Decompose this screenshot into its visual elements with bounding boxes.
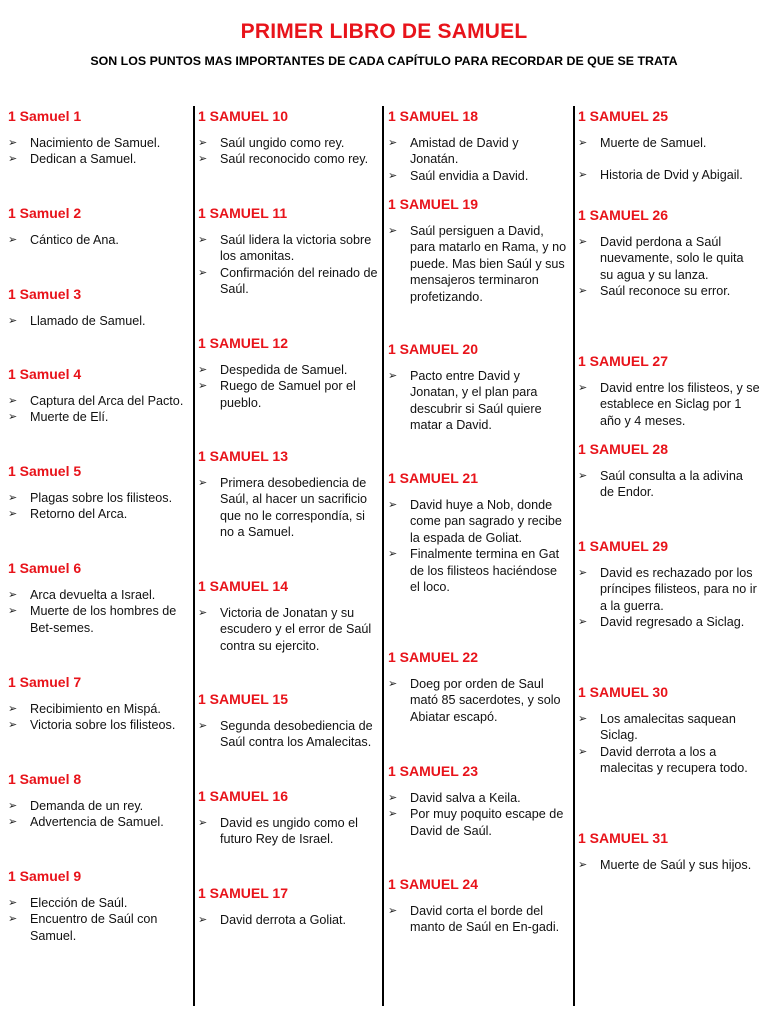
chapter-point-text: Victoria sobre los filisteos. bbox=[30, 718, 176, 733]
chapter-points-list bbox=[8, 135, 188, 168]
arrow-bullet-icon: ➢ bbox=[578, 859, 588, 871]
arrow-bullet-icon: ➢ bbox=[8, 719, 18, 732]
chapter-point-text: Elección de Saúl. bbox=[30, 896, 128, 910]
chapter-points-list bbox=[198, 912, 378, 928]
chapter-heading: 1 Samuel 2 bbox=[8, 205, 82, 221]
arrow-bullet-icon: ➢ bbox=[578, 169, 588, 182]
chapter-point bbox=[578, 283, 760, 299]
chapter-point bbox=[8, 490, 188, 506]
arrow-bullet-icon: ➢ bbox=[8, 153, 18, 166]
chapter-point-text: Llamado de Samuel. bbox=[30, 314, 146, 328]
chapter-heading: 1 SAMUEL 24 bbox=[388, 876, 478, 892]
chapter-point-text: Advertencia de Samuel. bbox=[30, 815, 164, 830]
chapter-point-text: David es rechazado por los príncipes filisteos, para no ir a la guerra. bbox=[600, 566, 757, 613]
chapter-point-text: Doeg por orden de Saul mató 85 sacerdotes, y solo Abiatar escapó. bbox=[410, 677, 561, 724]
chapter-point-text: Ruego de Samuel por el pueblo. bbox=[220, 379, 356, 410]
chapter-heading: 1 SAMUEL 16 bbox=[198, 788, 288, 804]
chapter-point bbox=[578, 614, 760, 630]
chapter-point bbox=[8, 313, 188, 329]
chapter-heading: 1 SAMUEL 18 bbox=[388, 108, 478, 124]
chapter-points-list bbox=[198, 135, 378, 168]
chapter-heading: 1 SAMUEL 25 bbox=[578, 108, 668, 124]
chapter-point-text: Cántico de Ana. bbox=[30, 233, 119, 247]
arrow-bullet-icon: ➢ bbox=[578, 567, 588, 579]
arrow-bullet-icon: ➢ bbox=[198, 817, 208, 829]
chapter-point-text: Nacimiento de Samuel. bbox=[30, 136, 161, 150]
chapter-point-text: David derrota a Goliat. bbox=[220, 913, 346, 927]
chapter-heading: 1 SAMUEL 29 bbox=[578, 538, 668, 554]
chapter-point-text: Muerte de Saúl y sus hijos. bbox=[600, 858, 752, 872]
chapter-point-text: Muerte de los hombres de Bet-semes. bbox=[30, 604, 177, 635]
chapter-points-list bbox=[198, 815, 378, 848]
chapter-points-list bbox=[388, 135, 568, 184]
chapter-points-list bbox=[8, 798, 188, 831]
chapter-point bbox=[578, 857, 760, 873]
arrow-bullet-icon: ➢ bbox=[8, 703, 18, 715]
chapter-point-text: David perdona a Saúl nuevamente, solo le quita su agua y su lanza. bbox=[600, 235, 744, 282]
column-divider bbox=[193, 106, 195, 1006]
chapter-point-text: Saúl envidia a David. bbox=[410, 168, 529, 183]
chapter-point bbox=[578, 468, 760, 501]
chapter-heading: 1 SAMUEL 14 bbox=[198, 578, 288, 594]
chapter-point-text: David huye a Nob, donde come pan sagrado y recibe la espada de Goliat. bbox=[410, 498, 562, 545]
chapter-point bbox=[8, 135, 188, 151]
chapter-heading: 1 SAMUEL 15 bbox=[198, 691, 288, 707]
arrow-bullet-icon: ➢ bbox=[578, 236, 588, 248]
chapter-point-text: Despedida de Samuel. bbox=[220, 363, 348, 377]
chapter-heading: 1 SAMUEL 10 bbox=[198, 108, 288, 124]
chapter-point bbox=[578, 565, 760, 614]
chapter-points-list bbox=[198, 718, 378, 751]
chapter-point-text: Saúl ungido como rey. bbox=[220, 136, 345, 150]
arrow-bullet-icon: ➢ bbox=[8, 234, 18, 246]
chapter-point bbox=[388, 497, 568, 546]
arrow-bullet-icon: ➢ bbox=[388, 792, 398, 804]
column-divider bbox=[382, 106, 384, 1006]
arrow-bullet-icon: ➢ bbox=[198, 153, 208, 166]
chapter-point bbox=[388, 903, 568, 936]
arrow-bullet-icon: ➢ bbox=[578, 745, 588, 758]
chapter-points-list bbox=[8, 701, 188, 734]
arrow-bullet-icon: ➢ bbox=[198, 364, 208, 376]
chapter-point bbox=[578, 234, 760, 283]
chapter-point bbox=[8, 232, 188, 248]
chapter-points-list bbox=[8, 393, 188, 426]
chapter-heading: 1 SAMUEL 13 bbox=[198, 448, 288, 464]
chapter-heading: 1 Samuel 7 bbox=[8, 674, 82, 690]
chapter-heading: 1 Samuel 8 bbox=[8, 771, 82, 787]
chapter-points-list bbox=[388, 223, 568, 305]
chapter-point-text: Dedican a Samuel. bbox=[30, 152, 137, 167]
arrow-bullet-icon: ➢ bbox=[388, 137, 398, 149]
chapter-point bbox=[198, 815, 378, 848]
chapter-point bbox=[578, 711, 760, 744]
chapter-points-list bbox=[578, 135, 760, 184]
chapter-point bbox=[8, 895, 188, 911]
arrow-bullet-icon: ➢ bbox=[578, 470, 588, 482]
chapter-points-list bbox=[8, 490, 188, 523]
chapter-points-list bbox=[578, 468, 760, 501]
chapter-point bbox=[8, 603, 188, 636]
arrow-bullet-icon: ➢ bbox=[8, 137, 18, 149]
chapter-point-text: Amistad de David y Jonatán. bbox=[410, 136, 519, 167]
chapter-heading: 1 SAMUEL 21 bbox=[388, 470, 478, 486]
chapter-point-text: Recibimiento en Mispá. bbox=[30, 702, 161, 716]
chapter-points-list bbox=[8, 587, 188, 636]
chapter-point-text: David salva a Keila. bbox=[410, 791, 521, 805]
chapter-point bbox=[8, 814, 188, 830]
arrow-bullet-icon: ➢ bbox=[388, 548, 398, 561]
arrow-bullet-icon: ➢ bbox=[198, 914, 208, 926]
chapter-point bbox=[198, 912, 378, 928]
chapter-heading: 1 SAMUEL 12 bbox=[198, 335, 288, 351]
chapter-point-text: David corta el borde del manto de Saúl en En-gadi. bbox=[410, 904, 560, 935]
chapter-heading: 1 Samuel 5 bbox=[8, 463, 82, 479]
arrow-bullet-icon: ➢ bbox=[578, 285, 588, 298]
arrow-bullet-icon: ➢ bbox=[198, 266, 208, 279]
chapter-point-text: Muerte de Elí. bbox=[30, 410, 109, 425]
column-divider bbox=[573, 106, 575, 1006]
chapter-point bbox=[8, 151, 188, 167]
chapter-point bbox=[8, 506, 188, 522]
chapter-point-text: Segunda desobediencia de Saúl contra los Amalecitas. bbox=[220, 719, 373, 750]
chapter-point bbox=[388, 790, 568, 806]
chapter-point-text: David entre los filisteos, y se establece en Siclag por 1 año y 4 meses. bbox=[600, 381, 760, 428]
arrow-bullet-icon: ➢ bbox=[388, 905, 398, 917]
chapter-point-text: Encuentro de Saúl con Samuel. bbox=[30, 912, 158, 943]
chapter-point bbox=[578, 380, 760, 429]
chapter-point bbox=[8, 701, 188, 717]
arrow-bullet-icon: ➢ bbox=[388, 370, 398, 382]
chapter-point bbox=[388, 135, 568, 168]
chapter-point bbox=[578, 744, 760, 777]
chapter-points-list bbox=[198, 232, 378, 298]
arrow-bullet-icon: ➢ bbox=[8, 492, 18, 504]
chapter-heading: 1 SAMUEL 17 bbox=[198, 885, 288, 901]
chapter-point bbox=[578, 167, 760, 183]
chapter-points-list bbox=[388, 497, 568, 595]
chapter-points-list bbox=[8, 232, 188, 248]
arrow-bullet-icon: ➢ bbox=[8, 395, 18, 407]
arrow-bullet-icon: ➢ bbox=[388, 225, 398, 237]
arrow-bullet-icon: ➢ bbox=[578, 713, 588, 725]
chapter-heading: 1 Samuel 3 bbox=[8, 286, 82, 302]
chapter-point bbox=[388, 168, 568, 184]
chapter-point-text: David derrota a los a malecitas y recupera todo. bbox=[600, 744, 748, 776]
chapter-point-text: Confirmación del reinado de Saúl. bbox=[220, 265, 378, 297]
chapter-heading: 1 SAMUEL 11 bbox=[198, 205, 288, 221]
chapter-heading: 1 SAMUEL 20 bbox=[388, 341, 478, 357]
chapter-point bbox=[8, 911, 188, 944]
chapter-points-list bbox=[578, 565, 760, 631]
chapter-point bbox=[8, 798, 188, 814]
chapter-point bbox=[198, 718, 378, 751]
arrow-bullet-icon: ➢ bbox=[388, 499, 398, 511]
arrow-bullet-icon: ➢ bbox=[8, 800, 18, 812]
arrow-bullet-icon: ➢ bbox=[578, 616, 588, 629]
chapter-point-text: Demanda de un rey. bbox=[30, 799, 144, 813]
arrow-bullet-icon: ➢ bbox=[8, 605, 18, 618]
chapter-points-list bbox=[198, 475, 378, 541]
chapter-heading: 1 SAMUEL 23 bbox=[388, 763, 478, 779]
page-title: PRIMER LIBRO DE SAMUEL bbox=[240, 20, 528, 43]
chapter-point bbox=[198, 232, 378, 265]
chapter-point-text: David es ungido como el futuro Rey de Israel. bbox=[220, 816, 358, 847]
arrow-bullet-icon: ➢ bbox=[198, 477, 208, 489]
chapter-point bbox=[198, 378, 378, 411]
arrow-bullet-icon: ➢ bbox=[388, 808, 398, 821]
chapter-points-list bbox=[388, 903, 568, 936]
chapter-point bbox=[388, 223, 568, 305]
arrow-bullet-icon: ➢ bbox=[578, 382, 588, 394]
chapter-point bbox=[198, 151, 378, 167]
chapter-heading: 1 SAMUEL 26 bbox=[578, 207, 668, 223]
chapter-points-list bbox=[388, 676, 568, 725]
chapter-point-text: Saúl persiguen a David, para matarlo en Rama, y no puede. Mas bien Saúl y sus mensajeros terminaron profetizando. bbox=[410, 224, 567, 304]
arrow-bullet-icon: ➢ bbox=[8, 508, 18, 521]
chapter-point-text: Saúl reconoce su error. bbox=[600, 284, 731, 299]
chapter-points-list bbox=[8, 895, 188, 944]
chapter-point-text: Saúl reconocido como rey. bbox=[220, 152, 369, 167]
chapter-point bbox=[388, 806, 568, 839]
chapter-points-list bbox=[388, 368, 568, 434]
chapter-point-text: Plagas sobre los filisteos. bbox=[30, 491, 173, 505]
chapter-point-text: Arca devuelta a Israel. bbox=[30, 588, 156, 602]
chapter-point bbox=[198, 475, 378, 541]
chapter-point bbox=[388, 676, 568, 725]
arrow-bullet-icon: ➢ bbox=[8, 816, 18, 829]
chapter-point-text: Saúl lidera la victoria sobre los amonitas. bbox=[220, 233, 372, 264]
chapter-heading: 1 SAMUEL 28 bbox=[578, 441, 668, 457]
chapter-points-list bbox=[578, 380, 760, 429]
arrow-bullet-icon: ➢ bbox=[388, 678, 398, 690]
arrow-bullet-icon: ➢ bbox=[578, 137, 588, 149]
chapter-point bbox=[198, 265, 378, 298]
arrow-bullet-icon: ➢ bbox=[8, 897, 18, 909]
chapter-point-text: Los amalecitas saquean Siclag. bbox=[600, 712, 736, 743]
chapter-heading: 1 SAMUEL 31 bbox=[578, 830, 668, 846]
arrow-bullet-icon: ➢ bbox=[8, 589, 18, 601]
arrow-bullet-icon: ➢ bbox=[388, 169, 398, 182]
chapter-points-list bbox=[578, 234, 760, 300]
arrow-bullet-icon: ➢ bbox=[198, 607, 208, 619]
chapter-heading: 1 SAMUEL 19 bbox=[388, 196, 478, 212]
arrow-bullet-icon: ➢ bbox=[198, 137, 208, 149]
chapter-points-list bbox=[578, 711, 760, 777]
chapter-point-text: Finalmente termina en Gat de los filisteos haciéndose el loco. bbox=[410, 547, 560, 595]
chapter-point-text: David regresado a Siclag. bbox=[600, 615, 745, 630]
arrow-bullet-icon: ➢ bbox=[198, 234, 208, 246]
chapter-point bbox=[388, 546, 568, 595]
chapter-points-list bbox=[8, 313, 188, 329]
chapter-heading: 1 Samuel 6 bbox=[8, 560, 82, 576]
chapter-point bbox=[8, 587, 188, 603]
arrow-bullet-icon: ➢ bbox=[8, 315, 18, 327]
chapter-point bbox=[388, 368, 568, 434]
chapter-heading: 1 Samuel 9 bbox=[8, 868, 82, 884]
chapter-points-list bbox=[198, 605, 378, 654]
arrow-bullet-icon: ➢ bbox=[198, 380, 208, 393]
chapter-heading: 1 SAMUEL 22 bbox=[388, 649, 478, 665]
chapter-point-text: Por muy poquito escape de David de Saúl. bbox=[410, 807, 564, 838]
chapter-point bbox=[8, 393, 188, 409]
chapter-point-text: Retorno del Arca. bbox=[30, 507, 128, 522]
chapter-heading: 1 SAMUEL 30 bbox=[578, 684, 668, 700]
chapter-heading: 1 Samuel 1 bbox=[8, 108, 82, 124]
chapter-point-text: Pacto entre David y Jonatan, y el plan para descubrir si Saúl quiere matar a David. bbox=[410, 369, 542, 433]
page-subtitle: SON LOS PUNTOS MAS IMPORTANTES DE CADA CAPÍTULO PARA RECORDAR DE QUE SE TRATA bbox=[90, 54, 678, 68]
chapter-point bbox=[8, 409, 188, 425]
chapter-points-list bbox=[198, 362, 378, 411]
chapter-point bbox=[8, 717, 188, 733]
chapter-heading: 1 SAMUEL 27 bbox=[578, 353, 668, 369]
chapter-points-list bbox=[578, 857, 760, 873]
arrow-bullet-icon: ➢ bbox=[198, 720, 208, 732]
arrow-bullet-icon: ➢ bbox=[8, 913, 18, 926]
chapter-point-text: Saúl consulta a la adivina de Endor. bbox=[600, 469, 743, 500]
arrow-bullet-icon: ➢ bbox=[8, 411, 18, 424]
chapter-point bbox=[198, 362, 378, 378]
chapter-point-text: Captura del Arca del Pacto. bbox=[30, 394, 184, 408]
chapter-point-text: Victoria de Jonatan y su escudero y el error de Saúl contra su ejercito. bbox=[220, 606, 372, 653]
chapter-point-text: Muerte de Samuel. bbox=[600, 136, 707, 150]
chapter-heading: 1 Samuel 4 bbox=[8, 366, 82, 382]
chapter-point-text: Historia de Dvid y Abigail. bbox=[600, 168, 743, 183]
chapter-point bbox=[578, 135, 760, 151]
chapter-point-text: Primera desobediencia de Saúl, al hacer un sacrificio que no le correspondía, si no a Samuel. bbox=[220, 476, 367, 540]
chapter-point bbox=[198, 605, 378, 654]
chapter-point bbox=[198, 135, 378, 151]
chapter-points-list bbox=[388, 790, 568, 839]
